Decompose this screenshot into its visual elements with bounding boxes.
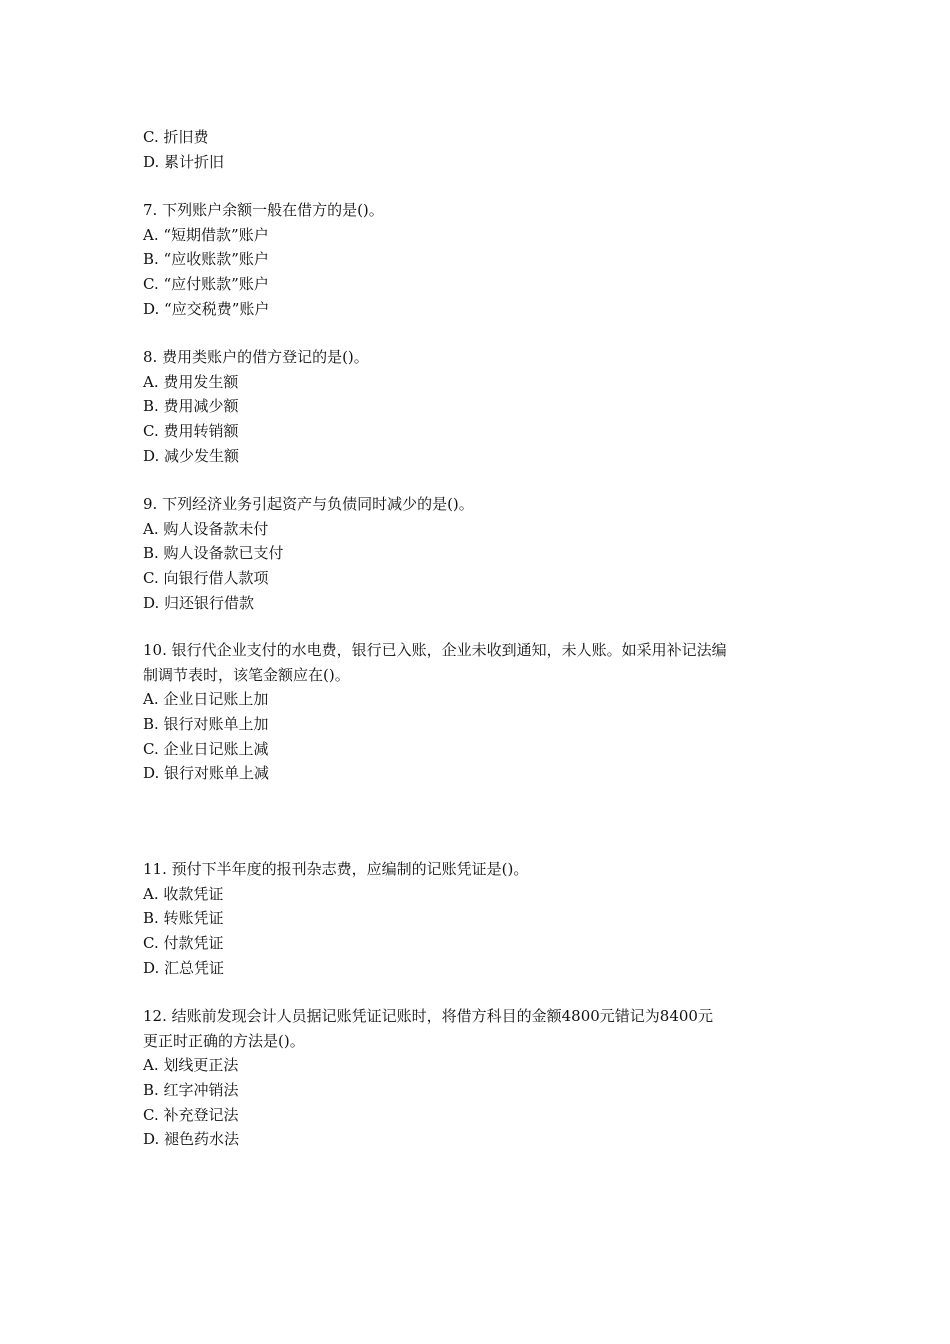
question-text: 9. 下列经济业务引起资产与负债同时减少的是()。: [143, 495, 474, 513]
lead-options: [143, 125, 823, 174]
option-item: A. 划线更正法: [143, 1056, 239, 1075]
question-text: 11. 预付下半年度的报刊杂志费，应编制的记账凭证是()。: [143, 860, 529, 878]
question-10: [143, 638, 823, 786]
option-item: C. 费用转销额: [143, 422, 239, 441]
question-11: [143, 857, 823, 980]
question-text: 12. 结账前发现会计人员据记账凭证记账时，将借方科目的金额4800元错记为8400元: [143, 1007, 713, 1025]
option-item: D. 累计折旧: [143, 152, 225, 171]
option-item: A. “短期借款”账户: [143, 225, 269, 244]
option-item: C. 付款凭证: [143, 934, 224, 953]
question-text: 更正时正确的方法是()。: [143, 1031, 305, 1050]
question-7: [143, 198, 823, 321]
question-text: 7. 下列账户余额一般在借方的是()。: [143, 201, 384, 219]
option-item: C. 折旧费: [143, 128, 209, 146]
option-item: A. 购人设备款未付: [143, 519, 269, 538]
option-item: A. 收款凭证: [143, 884, 224, 903]
option-item: B. 红字冲销法: [143, 1081, 239, 1100]
question-text: 制调节表时，该笔金额应在()。: [143, 665, 350, 684]
option-item: D. 褪色药水法: [143, 1130, 240, 1149]
option-item: B. 银行对账单上加: [143, 715, 269, 734]
option-item: B. 费用减少额: [143, 397, 239, 416]
option-item: C. “应付账款”账户: [143, 275, 269, 294]
option-item: D. 减少发生额: [143, 446, 240, 465]
option-item: C. 向银行借人款项: [143, 569, 269, 588]
option-item: D. 汇总凭证: [143, 958, 225, 977]
option-item: C. 企业日记账上减: [143, 739, 269, 758]
option-item: B. 转账凭证: [143, 909, 224, 928]
option-item: A. 费用发生额: [143, 372, 239, 391]
question-8: [143, 345, 823, 468]
option-item: D. 归还银行借款: [143, 593, 255, 612]
option-item: C. 补充登记法: [143, 1105, 239, 1124]
question-12: [143, 1004, 823, 1152]
question-9: [143, 492, 823, 615]
option-item: D. “应交税费”账户: [143, 299, 270, 318]
option-item: D. 银行对账单上减: [143, 764, 270, 783]
question-text: 8. 费用类账户的借方登记的是()。: [143, 348, 369, 366]
question-text: 10. 银行代企业支付的水电费，银行已入账，企业未收到通知，未人账。如采用补记法编: [143, 641, 727, 659]
option-item: A. 企业日记账上加: [143, 690, 269, 709]
option-item: B. “应收账款”账户: [143, 250, 269, 269]
option-item: B. 购人设备款已支付: [143, 544, 284, 563]
